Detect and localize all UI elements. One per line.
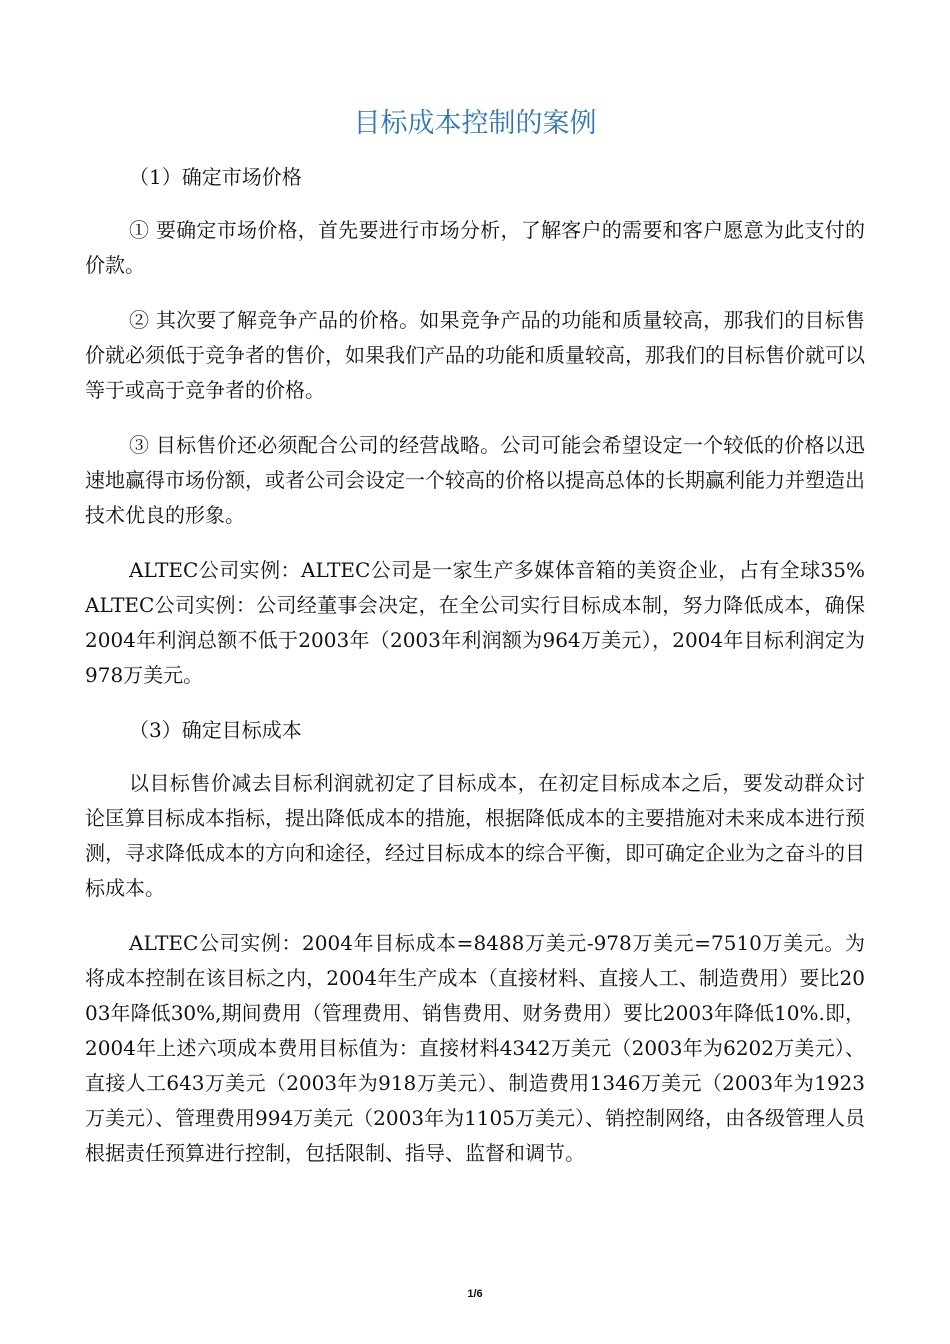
page-number: 1/6 <box>467 1288 483 1300</box>
paragraph-target-cost-method: 以目标售价减去目标利润就初定了目标成本，在初定目标成本之后，要发动群众讨论匡算目标成本指标，提出降低成本的措施，根据降低成本的主要措施对未来成本进行预测，寻求降低成本的方向和途径，经过目标成本的综合平衡，即可确定企业为之奋斗的目标成本。 <box>85 771 865 900</box>
section-heading-target-cost: （3）确定目标成本 <box>129 718 302 742</box>
document-title: 目标成本控制的案例 <box>353 108 597 139</box>
paragraph-market-analysis: ① 要确定市场价格，首先要进行市场分析，了解客户的需要和客户愿意为此支付的价款。 <box>85 218 865 277</box>
paragraph-business-strategy: ③ 目标售价还必须配合公司的经营战略。公司可能会希望设定一个较低的价格以迅速地赢得市场份额，或者公司会设定一个较高的价格以提高总体的长期赢利能力并塑造出技术优良的形象。 <box>85 433 865 527</box>
paragraph-altec-example-profit: ALTEC公司实例：ALTEC公司是一家生产多媒体音箱的美资企业，占有全球35%ALTEC公司实例：公司经董事会决定，在全公司实行目标成本制，努力降低成本，确保2004年利润总额不低于2003年（2003年利润额为964万美元），2004年目标利润定为978万美元。 <box>85 558 865 687</box>
paragraph-altec-example-cost: ALTEC公司实例：2004年目标成本=8488万美元-978万美元=7510万美元。为将成本控制在该目标之内，2004年生产成本（直接材料、直接人工、制造费用）要比2003年降低30%,期间费用（管理费用、销售费用、财务费用）要比2003年降低10%.即，2004年上述六项成本费用目标值为：直接材料4342万美元（2003年为6202万美元）、直接人工643万美元（2003年为918万美元）、制造费用1346万美元（2003年为1923万美元）、管理费用994万美元（2003年为1105万美元）、销控制网络，由各级管理人员根据责任预算进行控制，包括限制、指导、监督和调节。 <box>85 931 865 1165</box>
paragraph-competitor-price: ② 其次要了解竞争产品的价格。如果竞争产品的功能和质量较高，那我们的目标售价就必须低于竞争者的售价，如果我们产品的功能和质量较高，那我们的目标售价就可以等于或高于竞争者的价格。 <box>85 308 865 402</box>
section-heading-market-price: （1）确定市场价格 <box>129 165 302 189</box>
document-body <box>85 160 865 1191</box>
